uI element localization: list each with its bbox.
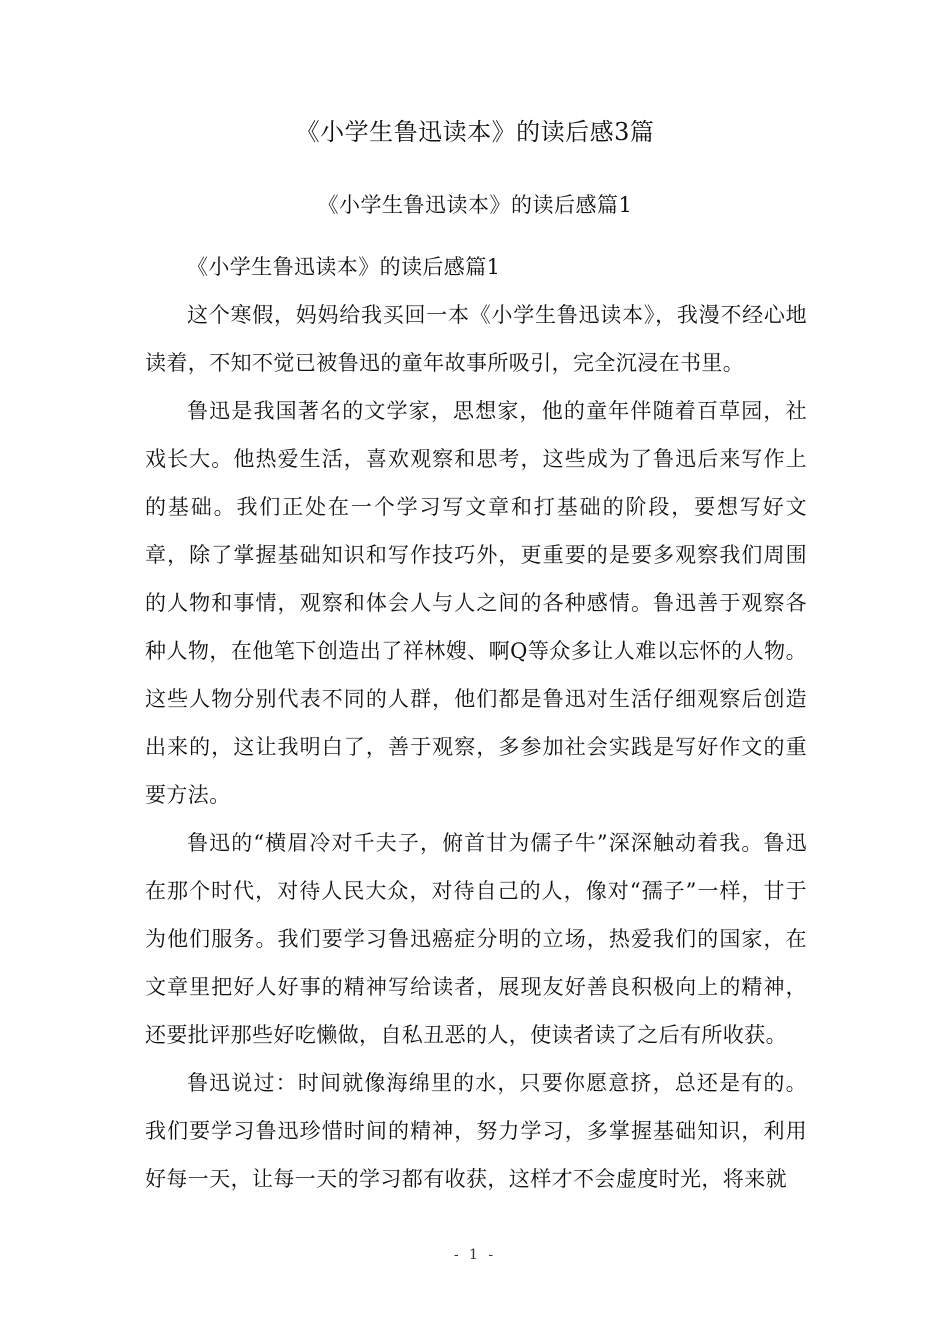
paragraph-section-heading: 《小学生鲁迅读本》的读后感篇1 — [187, 255, 501, 279]
page-number: - 1 - — [453, 1247, 497, 1263]
paragraph: 鲁迅的“横眉冷对千夫子，俯首甘为儒子牛”深深触动着我。鲁迅在那个时代，对待人民大众，对待自己的人，像对“孺子”一样，甘于为他们服务。我们要学习鲁迅癌症分明的立场，热爱我们的国家，在文章里把好人好事的精神写给读者，展现友好善良积极向上的精神，还要批评那些好吃懒做，自私丑恶的人，使读者读了之后有所收获。 — [145, 831, 807, 1047]
paragraph: 这个寒假，妈妈给我买回一本《小学生鲁迅读本》，我漫不经心地读着，不知不觉已被鲁迅的童年故事所吸引，完全沉浸在书里。 — [145, 303, 807, 375]
paragraph: 鲁迅是我国著名的文学家，思想家，他的童年伴随着百草园，社戏长大。他热爱生活，喜欢观察和思考，这些成为了鲁迅后来写作上的基础。我们正处在一个学习写文章和打基础的阶段，要想写好文章，除了掌握基础知识和写作技巧外，更重要的是要多观察我们周围的人物和事情，观察和体会人与人之间的各种感情。鲁迅善于观察各种人物，在他笔下创造出了祥林嫂、啊Q等众多让人难以忘怀的人物。这些人物分别代表不同的人群，他们都是鲁迅对生活仔细观察后创造出来的，这让我明白了，善于观察，多参加社会实践是写好作文的重要方法。 — [145, 399, 807, 807]
document-body — [145, 243, 807, 1203]
document-subtitle: 《小学生鲁迅读本》的读后感篇1 — [317, 193, 633, 217]
paragraph: 鲁迅说过：时间就像海绵里的水，只要你愿意挤，总还是有的。我们要学习鲁迅珍惜时间的精神，努力学习，多掌握基础知识，利用好每一天，让每一天的学习都有收获，这样才不会虚度时光，将来就 — [145, 1071, 807, 1191]
document-title: 《小学生鲁迅读本》的读后感3篇 — [295, 118, 655, 146]
